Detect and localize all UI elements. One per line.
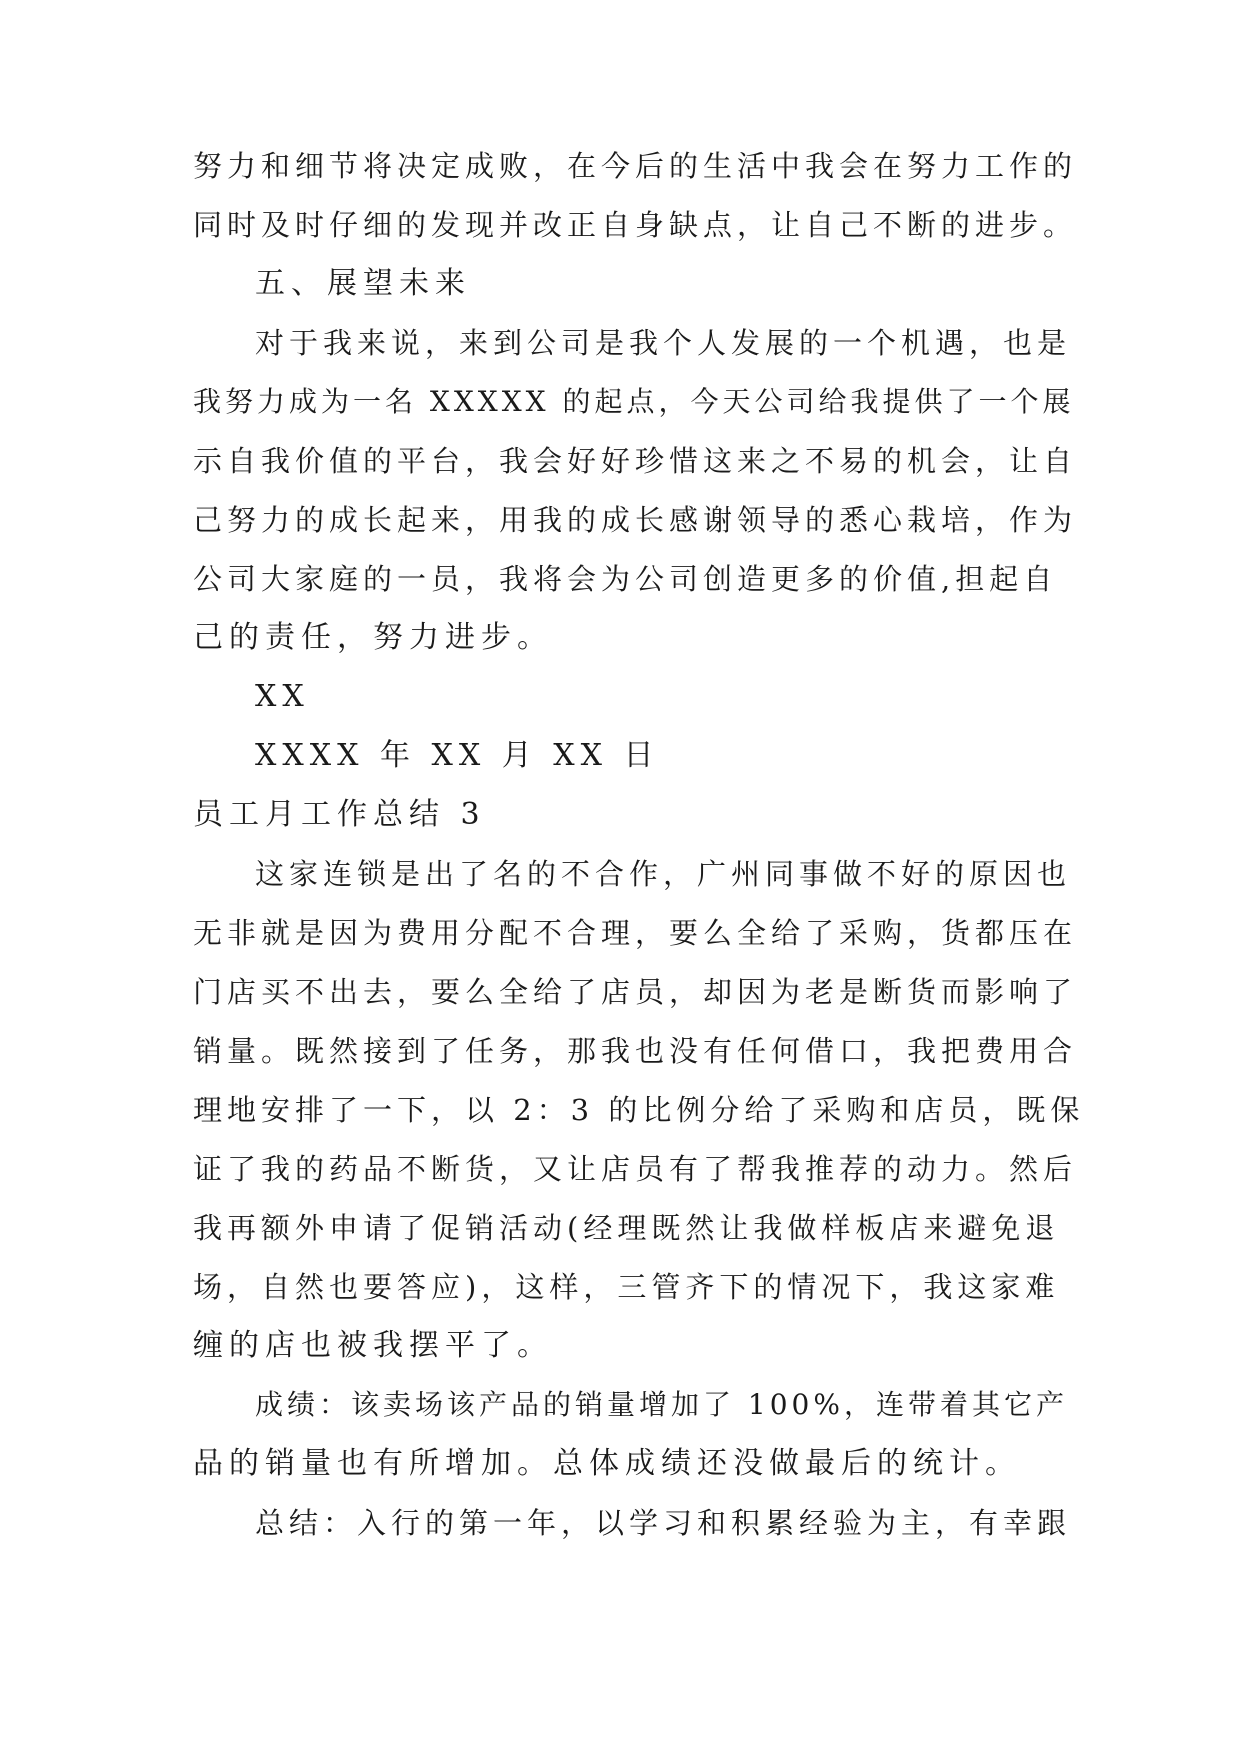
paragraph-line: 证了我的药品不断货，又让店员有了帮我推荐的动力。然后 <box>193 1152 1078 1186</box>
paragraph-line: 我再额外申请了促销活动(经理既然让我做样板店来避免退 <box>193 1211 1060 1245</box>
paragraph-line: 品的销量也有所增加。总体成绩还没做最后的统计。 <box>193 1446 1021 1481</box>
paragraph-line: 总结：入行的第一年，以学习和积累经验为主，有幸跟 <box>255 1506 1072 1540</box>
paragraph-line: 己的责任，努力进步。 <box>193 620 553 655</box>
paragraph-line: 成绩：该卖场该产品的销量增加了 100%，连带着其它产 <box>255 1388 1068 1421</box>
paragraph-line: 努力和细节将决定成败，在今后的生活中我会在努力工作的 <box>193 149 1078 183</box>
paragraph-line: 同时及时仔细的发现并改正自身缺点，让自己不断的进步。 <box>193 208 1078 242</box>
paragraph-line: 无非就是因为费用分配不合理，要么全给了采购，货都压在 <box>193 916 1078 950</box>
paragraph-line: 缠的店也被我摆平了。 <box>193 1328 553 1363</box>
paragraph-line: 场，自然也要答应)，这样，三管齐下的情况下，我这家难 <box>193 1270 1060 1304</box>
paragraph-line: 公司大家庭的一员，我将会为公司创造更多的价值,担起自 <box>193 562 1058 596</box>
paragraph-line: 己努力的成长起来，用我的成长感谢领导的悉心栽培，作为 <box>193 503 1078 537</box>
signature-date: XXXX 年 XX 月 XX 日 <box>255 738 660 773</box>
paragraph-line: 门店买不出去，要么全给了店员，却因为老是断货而影响了 <box>193 975 1078 1009</box>
paragraph-line: 对于我来说，来到公司是我个人发展的一个机遇，也是 <box>255 326 1072 360</box>
document-title: 员工月工作总结 3 <box>193 797 486 832</box>
paragraph-line: 销量。既然接到了任务，那我也没有任何借口，我把费用合 <box>193 1034 1078 1068</box>
paragraph-line: 我努力成为一名 XXXXX 的起点，今天公司给我提供了一个展 <box>193 385 1075 418</box>
paragraph-line: 这家连锁是出了名的不合作，广州同事做不好的原因也 <box>255 857 1072 891</box>
signature-name: XX <box>255 679 310 714</box>
paragraph-line: 理地安排了一下，以 2：3 的比例分给了采购和店员，既保 <box>193 1093 1085 1127</box>
section-heading: 五、展望未来 <box>255 266 471 301</box>
paragraph-line: 示自我价值的平台，我会好好珍惜这来之不易的机会，让自 <box>193 444 1078 478</box>
